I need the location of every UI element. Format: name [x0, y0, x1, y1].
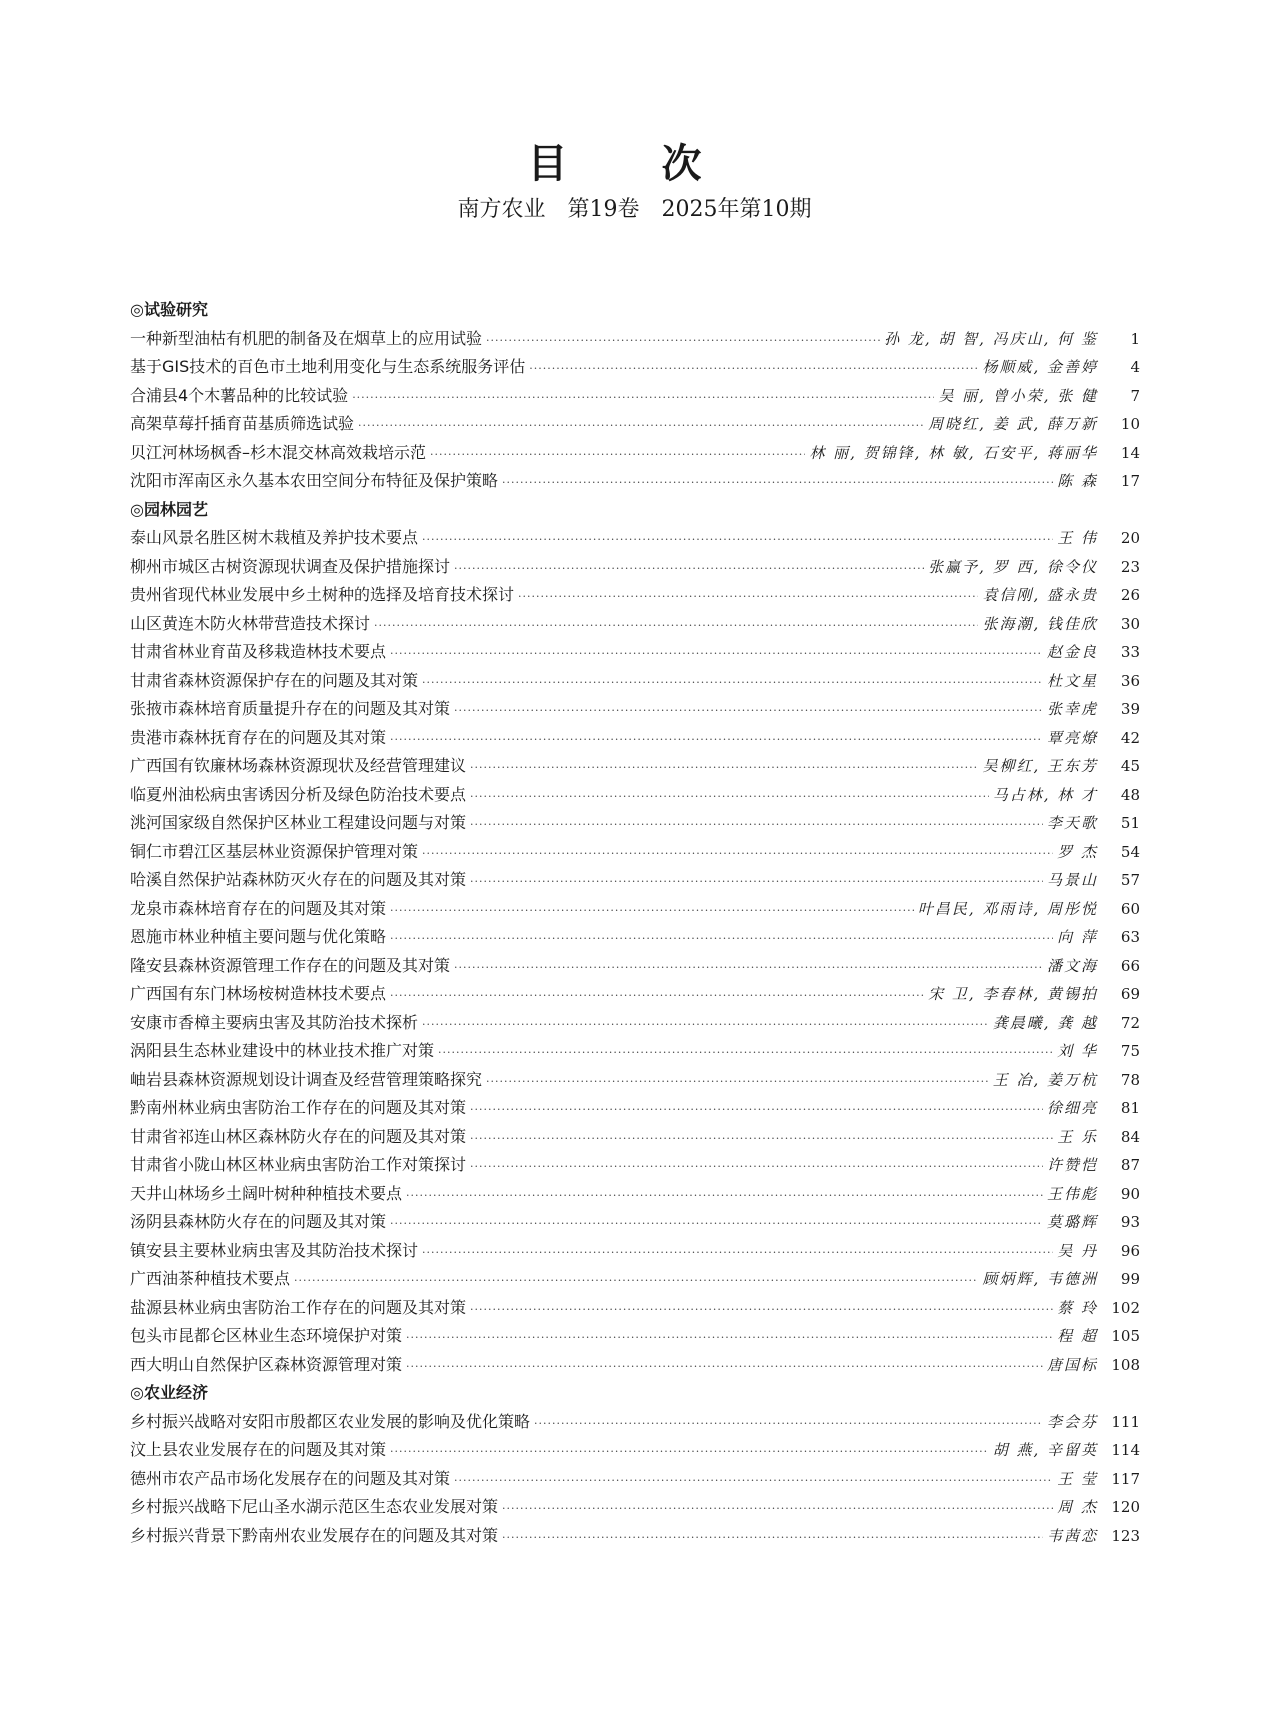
dot-leader [502, 1495, 1053, 1524]
toc-entry[interactable] [130, 724, 1140, 753]
dot-leader [470, 1296, 1053, 1325]
dot-leader [422, 526, 1053, 555]
page-number: 42 [1120, 728, 1140, 747]
article-authors: 杨顺威, 金善婷 [982, 358, 1098, 376]
dot-leader [422, 1011, 989, 1040]
toc-entry[interactable] [130, 923, 1140, 952]
article-authors: 向 萍 [1057, 928, 1098, 946]
page-number: 17 [1120, 472, 1140, 490]
article-title: 乡村振兴战略下尼山圣水湖示范区生态农业发展对策 [130, 1497, 499, 1516]
dot-leader [422, 1239, 1053, 1268]
article-title: 哈溪自然保护站森林防灭火存在的问题及其对策 [130, 870, 467, 889]
article-title: 安康市香樟主要病虫害及其防治技术探析 [130, 1012, 419, 1032]
toc-entry[interactable] [130, 1436, 1140, 1465]
article-title: 临夏州油松病虫害诱因分析及绿色防治技术要点 [130, 784, 467, 804]
article-authors: 袁信刚, 盛永贵 [982, 586, 1098, 604]
page-number: 81 [1120, 1099, 1140, 1117]
page-number: 99 [1120, 1270, 1140, 1288]
toc-entry[interactable] [130, 638, 1140, 667]
toc-entry[interactable] [130, 524, 1140, 553]
article-title: 德州市农产品市场化发展存在的问题及其对策 [130, 1468, 451, 1488]
page-number: 108 [1111, 1355, 1140, 1374]
page-number: 66 [1120, 956, 1140, 975]
dot-leader [502, 1524, 1043, 1553]
toc-entry[interactable] [130, 667, 1140, 696]
dot-leader [406, 1324, 1053, 1353]
page-number: 114 [1111, 1441, 1140, 1459]
article-authors: 程 超 [1057, 1327, 1098, 1345]
article-authors: 林 丽, 贺锦锋, 林 敏, 石安平, 蒋丽华 [809, 443, 1098, 462]
toc-entry[interactable] [130, 581, 1140, 610]
section-heading: ◎试验研究 [130, 300, 208, 319]
article-title: 包头市昆都仑区林业生态环境保护对策 [130, 1326, 403, 1345]
page-number: 36 [1120, 671, 1140, 690]
toc-entry[interactable] [130, 553, 1140, 582]
article-title: 山区黄连木防火林带营造技术探讨 [130, 613, 371, 633]
article-title: 甘肃省小陇山林区林业病虫害防治工作对策探讨 [130, 1155, 467, 1174]
dot-leader [470, 1096, 1043, 1125]
article-title: 泰山风景名胜区树木栽植及养护技术要点 [130, 528, 419, 547]
article-authors: 王 乐 [1057, 1127, 1098, 1146]
section-heading: ◎农业经济 [130, 1383, 208, 1402]
journal-issue-subtitle: 南方农业 第19卷 2025年第10期 [457, 197, 812, 222]
article-title: 铜仁市碧江区基层林业资源保护管理对策 [130, 841, 419, 861]
article-title: 基于GIS技术的百色市土地利用变化与生态系统服务评估 [130, 357, 526, 376]
page-number: 87 [1120, 1156, 1140, 1174]
article-title: 隆安县森林资源管理工作存在的问题及其对策 [130, 955, 451, 975]
article-authors: 覃亮燎 [1046, 728, 1098, 747]
article-title: 广西国有东门林场桉树造林技术要点 [130, 984, 387, 1003]
article-title: 黔南州林业病虫害防治工作存在的问题及其对策 [130, 1098, 467, 1117]
toc-entry[interactable] [130, 410, 1140, 439]
article-authors: 许赞恺 [1046, 1156, 1098, 1174]
dot-leader [358, 412, 924, 441]
toc-entry[interactable] [130, 1322, 1140, 1351]
dot-leader [294, 1267, 978, 1296]
toc-entry[interactable] [130, 695, 1140, 724]
toc-entry[interactable] [130, 1180, 1140, 1209]
toc-entry[interactable] [130, 610, 1140, 639]
article-authors: 周晓红, 姜 武, 薛万新 [928, 415, 1098, 433]
page-number: 84 [1120, 1127, 1140, 1146]
article-authors: 吴 丹 [1057, 1241, 1098, 1260]
article-title: 镇安县主要林业病虫害及其防治技术探讨 [130, 1240, 419, 1260]
article-authors: 李天歌 [1046, 814, 1098, 832]
dot-leader [422, 669, 1043, 698]
article-authors: 孙 龙, 胡 智, 冯庆山, 何 鉴 [884, 329, 1098, 348]
page-number: 111 [1111, 1412, 1140, 1431]
toc-entry[interactable] [130, 895, 1140, 924]
toc-entry[interactable] [130, 1151, 1140, 1180]
article-authors: 张幸虎 [1046, 700, 1098, 718]
dot-leader [502, 469, 1053, 498]
table-of-contents [130, 296, 1140, 1550]
dot-leader [470, 783, 989, 812]
page-number: 26 [1120, 586, 1140, 604]
article-title: 甘肃省祁连山林区森林防火存在的问题及其对策 [130, 1126, 467, 1146]
article-authors: 王 莹 [1057, 1469, 1098, 1488]
toc-entry[interactable] [130, 1265, 1140, 1294]
page-number: 20 [1120, 529, 1140, 547]
article-title: 汤阴县森林防火存在的问题及其对策 [130, 1212, 387, 1231]
article-title: 贵州省现代林业发展中乡土树种的选择及培育技术探讨 [130, 585, 515, 604]
article-authors: 龚晨曦, 龚 越 [992, 1013, 1098, 1032]
article-title: 乡村振兴战略对安阳市殷都区农业发展的影响及优化策略 [130, 1411, 531, 1431]
dot-leader [454, 954, 1043, 983]
toc-entry[interactable] [130, 1094, 1140, 1123]
dot-leader [470, 1125, 1053, 1154]
dot-leader [486, 1068, 989, 1097]
article-authors: 王 冶, 姜万杭 [992, 1070, 1098, 1089]
dot-leader [454, 697, 1043, 726]
dot-leader [422, 840, 1053, 869]
dot-leader [390, 897, 914, 926]
page-number: 72 [1120, 1013, 1140, 1032]
dot-leader [470, 1153, 1043, 1182]
article-title: 恩施市林业种植主要问题与优化策略 [130, 927, 387, 946]
page-number: 75 [1120, 1042, 1140, 1060]
article-authors: 马景山 [1046, 871, 1098, 889]
page-number: 120 [1111, 1498, 1140, 1516]
article-authors: 叶昌民, 邓雨诗, 周彤悦 [917, 899, 1098, 918]
article-authors: 王伟彪 [1046, 1184, 1098, 1203]
toc-entry[interactable] [130, 1037, 1140, 1066]
page-title: 目 次 [527, 140, 742, 187]
article-title: 一种新型油枯有机肥的制备及在烟草上的应用试验 [130, 328, 483, 348]
toc-entry[interactable] [130, 1237, 1140, 1266]
dot-leader [470, 811, 1043, 840]
page-number: 39 [1120, 700, 1140, 718]
toc-entry[interactable] [130, 1493, 1140, 1522]
article-title: 贝江河林场枫香–杉木混交林高效栽培示范 [130, 442, 427, 462]
dot-leader [390, 1438, 989, 1467]
article-authors: 吴柳红, 王东芳 [982, 757, 1098, 775]
page-number: 78 [1120, 1070, 1140, 1089]
page-number: 23 [1120, 557, 1140, 576]
page-number: 63 [1120, 928, 1140, 946]
page-number: 14 [1120, 443, 1140, 462]
article-authors: 杜文星 [1046, 671, 1098, 690]
dot-leader [470, 868, 1043, 897]
dot-leader [438, 1039, 1053, 1068]
toc-entry[interactable] [130, 1522, 1140, 1551]
toc-entry[interactable] [130, 1408, 1140, 1437]
article-authors: 潘文海 [1046, 956, 1098, 975]
page-number: 57 [1120, 871, 1140, 889]
page-number: 30 [1120, 614, 1140, 633]
dot-leader [374, 612, 978, 641]
page-number: 33 [1120, 643, 1140, 661]
toc-entry[interactable] [130, 838, 1140, 867]
article-authors: 周 杰 [1057, 1498, 1098, 1516]
article-authors: 韦茜恋 [1046, 1526, 1098, 1545]
article-title: 甘肃省林业育苗及移栽造林技术要点 [130, 642, 387, 661]
article-title: 沈阳市浑南区永久基本农田空间分布特征及保护策略 [130, 471, 499, 490]
article-title: 天井山林场乡土阔叶树种种植技术要点 [130, 1183, 403, 1203]
article-title: 龙泉市森林培育存在的问题及其对策 [130, 898, 387, 918]
page-number: 102 [1111, 1298, 1140, 1317]
dot-leader [518, 583, 978, 612]
page-number: 48 [1120, 785, 1140, 804]
page-number: 60 [1120, 899, 1140, 918]
dot-leader [390, 982, 924, 1011]
dot-leader [534, 1410, 1043, 1439]
dot-leader [406, 1182, 1043, 1211]
toc-entry[interactable] [130, 1066, 1140, 1095]
toc-entry[interactable] [130, 952, 1140, 981]
article-authors: 刘 华 [1057, 1042, 1098, 1060]
article-title: 乡村振兴背景下黔南州农业发展存在的问题及其对策 [130, 1525, 499, 1545]
page-number: 96 [1120, 1241, 1140, 1260]
article-authors: 陈 森 [1057, 472, 1098, 490]
article-title: 高架草莓扦插育苗基质筛选试验 [130, 414, 355, 433]
dot-leader [486, 327, 880, 356]
article-title: 西大明山自然保护区森林资源管理对策 [130, 1354, 403, 1374]
article-authors: 王 伟 [1057, 529, 1098, 547]
article-title: 盐源县林业病虫害防治工作存在的问题及其对策 [130, 1297, 467, 1317]
toc-entry[interactable] [130, 439, 1140, 468]
page-number: 123 [1111, 1526, 1140, 1545]
dot-leader [430, 441, 805, 470]
dot-leader [406, 1353, 1043, 1382]
toc-entry[interactable] [130, 809, 1140, 838]
article-authors: 蔡 玲 [1057, 1298, 1098, 1317]
article-title: 汶上县农业发展存在的问题及其对策 [130, 1440, 387, 1459]
toc-entry[interactable] [130, 353, 1140, 382]
toc-entry[interactable] [130, 1208, 1140, 1237]
dot-leader [470, 754, 978, 783]
toc-entry[interactable] [130, 1009, 1140, 1038]
page-number: 93 [1120, 1213, 1140, 1231]
article-title: 张掖市森林培育质量提升存在的问题及其对策 [130, 699, 451, 718]
toc-entry[interactable] [130, 866, 1140, 895]
article-authors: 徐细亮 [1046, 1099, 1098, 1117]
article-title: 广西国有钦廉林场森林资源现状及经营管理建议 [130, 756, 467, 775]
dot-leader [390, 925, 1053, 954]
dot-leader [529, 355, 978, 384]
toc-entry[interactable] [130, 1351, 1140, 1380]
toc-entry[interactable] [130, 1123, 1140, 1152]
page-number: 10 [1120, 415, 1140, 433]
dot-leader [352, 384, 934, 413]
toc-entry[interactable] [130, 382, 1140, 411]
toc-entry[interactable] [130, 781, 1140, 810]
article-title: 甘肃省森林资源保护存在的问题及其对策 [130, 670, 419, 690]
toc-entry[interactable] [130, 980, 1140, 1009]
section-heading: ◎园林园艺 [130, 499, 208, 519]
article-title: 岫岩县森林资源规划设计调查及经营管理策略探究 [130, 1069, 483, 1089]
dot-leader [390, 1210, 1043, 1239]
article-title: 广西油茶种植技术要点 [130, 1269, 291, 1288]
article-title: 合浦县4个木薯品种的比较试验 [130, 385, 349, 405]
article-authors: 马占林, 林 才 [992, 785, 1098, 804]
article-title: 柳州市城区古树资源现状调查及保护措施探讨 [130, 556, 451, 576]
article-title: 贵港市森林抚育存在的问题及其对策 [130, 727, 387, 747]
toc-entry[interactable] [130, 752, 1140, 781]
page-number: 54 [1120, 842, 1140, 861]
article-authors: 唐国标 [1046, 1355, 1098, 1374]
page-number: 90 [1120, 1184, 1140, 1203]
article-authors: 吴 丽, 曾小荣, 张 健 [938, 386, 1098, 405]
article-authors: 顾炳辉, 韦德洲 [982, 1270, 1098, 1288]
page-number: 69 [1120, 985, 1140, 1003]
article-authors: 赵金良 [1046, 643, 1098, 661]
article-authors: 罗 杰 [1057, 842, 1098, 861]
article-title: 涡阳县生态林业建设中的林业技术推广对策 [130, 1041, 435, 1060]
dot-leader [390, 726, 1043, 755]
page-number: 105 [1111, 1327, 1140, 1345]
toc-entry[interactable] [130, 325, 1140, 354]
page-number: 45 [1120, 757, 1140, 775]
page-number: 4 [1130, 358, 1140, 376]
article-authors: 宋 卫, 李春林, 黄锡拍 [928, 985, 1098, 1003]
page-number: 51 [1120, 814, 1140, 832]
toc-entry[interactable] [130, 467, 1140, 496]
page-number: 7 [1130, 386, 1140, 405]
article-authors: 张海潮, 钱佳欣 [982, 614, 1098, 633]
article-authors: 莫璐辉 [1046, 1213, 1098, 1231]
article-authors: 张赢予, 罗 西, 徐令仪 [928, 557, 1098, 576]
dot-leader [390, 640, 1043, 669]
dot-leader [454, 555, 924, 584]
article-authors: 李会芬 [1046, 1412, 1098, 1431]
article-title: 洮河国家级自然保护区林业工程建设问题与对策 [130, 813, 467, 832]
page-number: 1 [1130, 329, 1140, 348]
article-authors: 胡 燕, 辛留英 [992, 1441, 1098, 1459]
toc-entry[interactable] [130, 1465, 1140, 1494]
page-number: 117 [1111, 1469, 1140, 1488]
toc-entry[interactable] [130, 1294, 1140, 1323]
dot-leader [454, 1467, 1053, 1496]
